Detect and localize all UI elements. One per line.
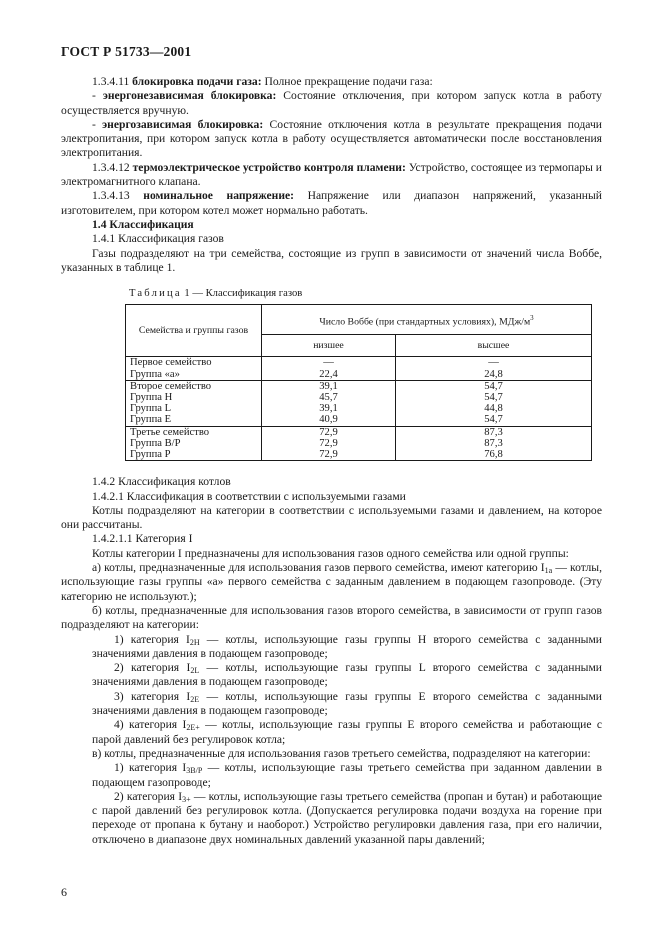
term: энергонезависимая блокировка:	[102, 89, 277, 103]
text: — котлы, использующие газы третьего семейства при заданном давлении в подающем газопроводе;	[92, 761, 602, 789]
subscript: 2E	[190, 694, 200, 704]
clause-energy-dependent: - энергозависимая блокировка: Состояние отключения котла в результате прекращения подачи электропитания, при котором запуск котла в работу осуществляется автоматически после восстановления электропитания.	[61, 117, 602, 160]
header-wobbe-text: Число Воббе (при стандартных условиях), МДж/м	[319, 315, 531, 327]
paragraph-category-i: Котлы категории I предназначены для использования газов одного семейства или одной группы:	[92, 546, 569, 560]
subsection-heading-1-4-2-1-1: 1.4.2.1.1 Категория I	[92, 532, 193, 546]
row-high: 76,8	[396, 449, 592, 461]
paragraph-gas-families: Газы подразделяют на три семейства, состоящие из групп в зависимости от значений числа Воббе, указанных в таблице 1.	[61, 246, 602, 274]
row-name: Второе семейство	[126, 380, 262, 392]
definition: Состояние отключения котла в результате прекращения подачи электропитания, при котором запуск котла в работу осуществляется автоматически после восстановления электропитания.	[61, 117, 602, 160]
table-row	[126, 369, 592, 381]
subsection-heading-1-4-2: 1.4.2 Классификация котлов	[92, 475, 231, 489]
list-item-b1	[61, 633, 602, 662]
row-high: 44,8	[396, 403, 592, 414]
table-row	[126, 380, 592, 392]
list-item-a	[61, 561, 602, 604]
row-name: Группа H	[126, 392, 262, 403]
text: 2) категория I	[114, 661, 191, 675]
row-high: 87,3	[396, 426, 592, 438]
list-item-c: в) котлы, предназначенные для использования газов третьего семейства, подразделяют на категории:	[92, 746, 591, 760]
list-item-c2	[61, 790, 602, 847]
text: — котлы, использующие газы группы H второго семейства с заданными значениями давления в подающем газопроводе;	[92, 632, 602, 660]
table-header-row	[126, 305, 592, 335]
row-low: 40,9	[262, 414, 396, 426]
row-high: 54,7	[396, 392, 592, 403]
table-row	[126, 403, 592, 414]
row-low: 72,9	[262, 426, 396, 438]
header-high: высшее	[396, 335, 592, 357]
text: — котлы, использующие газы группы L второго семейства с заданными значениями давления в подающем газопроводе;	[92, 661, 602, 689]
text: 1) категория I	[114, 761, 187, 775]
page-number: 6	[61, 885, 67, 899]
subscript: 1a	[544, 566, 553, 576]
table-row	[126, 392, 592, 403]
row-high: 54,7	[396, 380, 592, 392]
text: — котлы, использующие газы группы E второго семейства с заданными значениями давления в подающем газопроводе;	[92, 689, 602, 718]
table-caption	[129, 287, 602, 301]
text: — котлы, использующие газы группы E второго семейства и работающие с парой давлений без регулировок котла;	[92, 718, 602, 746]
term: номинальное напряжение:	[143, 189, 295, 203]
row-name: Группа B/P	[126, 438, 262, 449]
row-high: 24,8	[396, 369, 592, 381]
definition: Состояние отключения, при котором запуск котла в работу осуществляется вручную.	[61, 89, 602, 117]
row-name: Группа E	[126, 414, 262, 426]
clause-number: 1.3.4.13	[92, 189, 130, 203]
table-row	[126, 426, 592, 438]
definition: Устройство, состоящее из термопары и электромагнитного клапана.	[61, 160, 602, 189]
list-item-b4	[61, 718, 602, 747]
page-body	[61, 75, 602, 847]
row-name: Третье семейство	[126, 426, 262, 438]
page-header: ГОСТ Р 51733—2001	[61, 44, 192, 59]
text: 1) категория I	[114, 632, 190, 646]
row-low: 22,4	[262, 369, 396, 381]
clause-number: 1.3.4.11	[92, 75, 130, 88]
header-wobbe	[262, 305, 592, 335]
row-low: 72,9	[262, 438, 396, 449]
row-low: 39,1	[262, 380, 396, 392]
row-name: Первое семейство	[126, 357, 262, 369]
subsection-heading-1-4-2-1: 1.4.2.1 Классификация в соответствии с используемыми газами	[92, 489, 406, 503]
term: термоэлектрическое устройство контроля пламени:	[132, 160, 406, 174]
definition: Полное прекращение подачи газа:	[264, 75, 433, 88]
list-item-c1	[61, 761, 602, 790]
subscript: 2H	[189, 637, 200, 647]
row-high: 54,7	[396, 414, 592, 426]
row-low: 72,9	[262, 449, 396, 461]
text: 3) категория I	[114, 689, 191, 703]
paragraph-boiler-categories: Котлы подразделяют на категории в соответствии с используемыми газами и давлением, на которое они рассчитаны.	[61, 503, 602, 532]
table-row	[126, 357, 592, 369]
clause-energy-independent: - энергонезависимая блокировка: Состояние отключения, при котором запуск котла в работу осуществляется вручную.	[61, 89, 602, 117]
section-heading-1-4: 1.4 Классификация	[92, 217, 194, 231]
list-item-b3	[61, 690, 602, 719]
clause-1-3-4-13	[61, 189, 602, 218]
term: блокировка подачи газа:	[132, 75, 262, 88]
text: 2) категория I	[114, 789, 183, 803]
text: а) котлы, предназначенные для использования газов первого семейства, имеют категорию I	[92, 561, 545, 575]
row-name: Группа L	[126, 403, 262, 414]
definition: Напряжение или диапазон напряжений, указанный изготовителем, при котором котел может нормально работать.	[61, 189, 602, 217]
clause-1-3-4-12	[61, 161, 602, 190]
header-low: низшее	[262, 335, 396, 357]
row-name: Группа P	[126, 449, 262, 461]
subscript: 3+	[182, 794, 191, 804]
clause-number: 1.3.4.12	[92, 160, 130, 174]
clause-1-3-4-11	[61, 75, 602, 89]
gas-classification-table	[125, 304, 592, 461]
subscript: 2E+	[186, 723, 200, 733]
table-row	[126, 414, 592, 426]
subsection-heading-1-4-1: 1.4.1 Классификация газов	[92, 232, 224, 246]
subscript: 2L	[190, 666, 200, 676]
list-item-b2	[61, 661, 602, 690]
row-high: 87,3	[396, 438, 592, 449]
text: — котлы, использующие газы группы «а» первого семейства с заданным давлением в подающем газопроводе. (Эту категорию не используют.);	[61, 561, 602, 603]
row-low: —	[262, 357, 396, 369]
row-high: —	[396, 357, 592, 369]
row-low: 39,1	[262, 403, 396, 414]
subscript: 3B/P	[186, 766, 203, 776]
table-caption-title: 1 — Классификация газов	[181, 288, 303, 300]
term: энергозависимая блокировка:	[102, 117, 264, 131]
header-wobbe-sup: 3	[530, 313, 534, 322]
table-row	[126, 449, 592, 461]
header-family: Семейства и группы газов	[126, 305, 262, 357]
text: — котлы, использующие газы третьего семейства (пропан и бутан) и работающие с парой давлений без регулировок котла. (Допускается регулировка подачи воздуха на горение при переходе от пропана к бутану и наоборот.) Устройство регулировки давления газа, при его наличии, отключено в диапазоне двух номинальных давлений указанной пары давлений;	[92, 789, 602, 846]
row-low: 45,7	[262, 392, 396, 403]
list-item-b: б) котлы, предназначенные для использования газов второго семейства, в зависимости от групп газов подразделяют на категории:	[61, 603, 602, 632]
row-name: Группа «а»	[126, 369, 262, 381]
table-row	[126, 438, 592, 449]
table-caption-prefix: Таблица	[129, 288, 182, 300]
text: 4) категория I	[114, 718, 187, 732]
